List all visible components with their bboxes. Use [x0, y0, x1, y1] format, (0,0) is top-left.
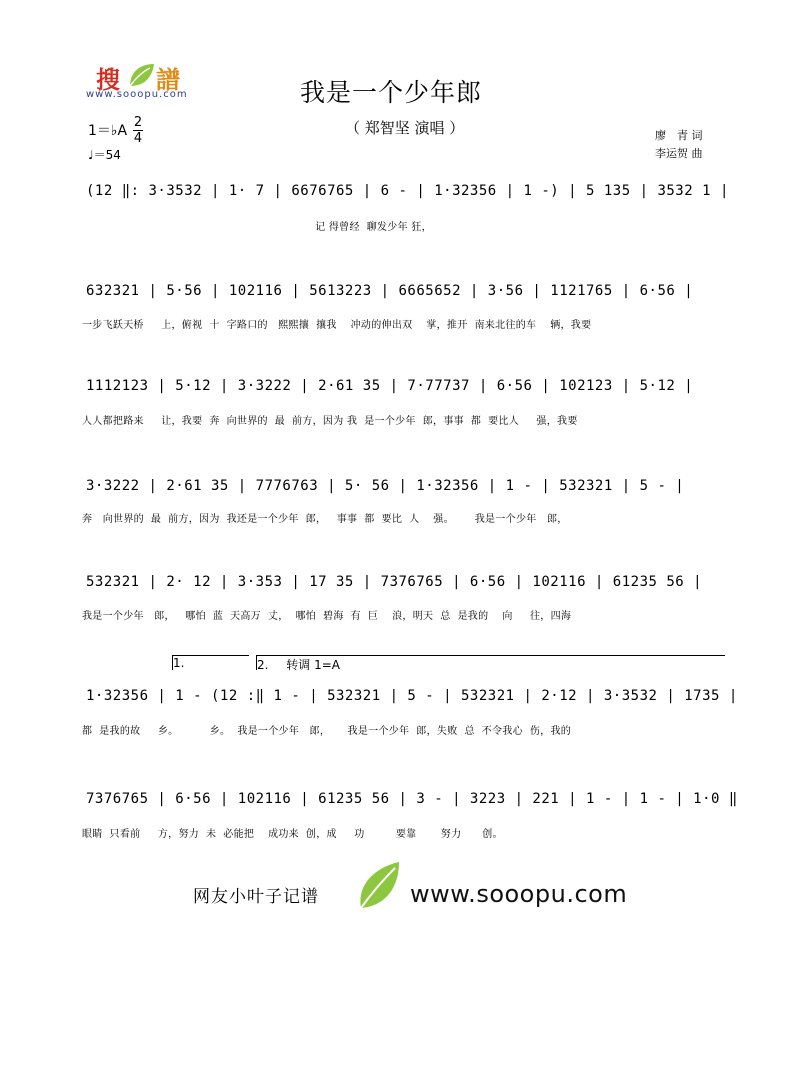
lyricist: 廖 青 词	[655, 129, 703, 142]
first-ending-bracket: 1.	[172, 655, 249, 670]
notation-line-6: 1·32356 | 1 - (12 :‖ 1 - | 532321 | 5 - | 532321 | 2·12 | 3·3532 | 1735 |	[86, 688, 738, 704]
lyrics-line-3: 人人都把路来 让，我要 奔 向世界的 最 前方，因为 我 是一个少年 郎，事事 都 要比人 强，我要	[82, 416, 578, 427]
lyrics-line-5: 我是一个少年 郎， 哪怕 蓝 天高万 丈， 哪怕 碧海 有 巨 浪，明天 总 是我的 向 往，四海	[82, 611, 572, 622]
time-signature: 2 4	[133, 115, 143, 146]
notation-line-7: 7376765 | 6·56 | 102116 | 61235 56 | 3 - | 3223 | 221 | 1 - | 1 - | 1·0 ‖	[86, 791, 738, 807]
notation-line-3: 1112123 | 5·12 | 3·3222 | 2·61 35 | 7·77737 | 6·56 | 102123 | 5·12 |	[86, 378, 694, 394]
tempo: ♩＝54	[88, 148, 121, 162]
footer-url: www.sooopu.com	[410, 880, 628, 908]
composer: 李运贺 曲	[655, 147, 703, 160]
lyrics-line-6: 都 是我的故 乡。 乡。 我是一个少年 郎， 我是一个少年 郎，失败 总 不令我心 伤，我的	[82, 726, 572, 737]
leaf-icon	[126, 62, 156, 90]
lyrics-line-2: 一步飞跃天桥 上，俯视 十 字路口的 熙熙攘 攘我 冲动的伸出双 掌，推开 南来北往的车 辆，我要	[82, 320, 592, 331]
lyrics-line-7: 眼睛 只看前 方，努力 未 必能把 成功来 创，成 功 要靠 努力 创。	[82, 829, 503, 840]
sooopu-logo	[86, 60, 206, 105]
notation-line-4: 3·3222 | 2·61 35 | 7776763 | 5· 56 | 1·32356 | 1 - | 532321 | 5 - |	[86, 478, 685, 494]
singer: （ 郑智坚 演唱 ）	[345, 119, 465, 137]
logo-text: 搜 譜	[96, 66, 182, 94]
notation-line-5: 532321 | 2· 12 | 3·353 | 17 35 | 7376765 | 6·56 | 102116 | 61235 56 |	[86, 574, 703, 590]
lyrics-line-4: 奔 向世界的 最 前方，因为 我还是一个少年 郎， 事事 都 要比 人 强。 我是一个少年 郎，	[82, 514, 568, 525]
modulation: 转调 1=A	[286, 658, 340, 672]
key-signature: 1＝♭A	[88, 123, 128, 139]
credits	[655, 127, 703, 163]
transcriber-credit: 网友小叶子记谱	[193, 887, 319, 907]
song-title: 我是一个少年郎	[300, 78, 483, 107]
notation-line-2: 632321 | 5·56 | 102116 | 5613223 | 6665652 | 3·56 | 1121765 | 6·56 |	[86, 283, 694, 299]
second-ending-bracket: 2. 转调 1=A	[256, 655, 725, 670]
lyrics-line-1: 记 得曾经 聊发少年 狂，	[82, 222, 432, 233]
notation-line-1: (12 ‖: 3·3532 | 1· 7 | 6676765 | 6 - | 1·32356 | 1 -) | 5 135 | 3532 1 |	[86, 183, 729, 199]
leaf-icon	[355, 860, 403, 912]
logo-url: www.sooopu.com	[86, 89, 188, 100]
